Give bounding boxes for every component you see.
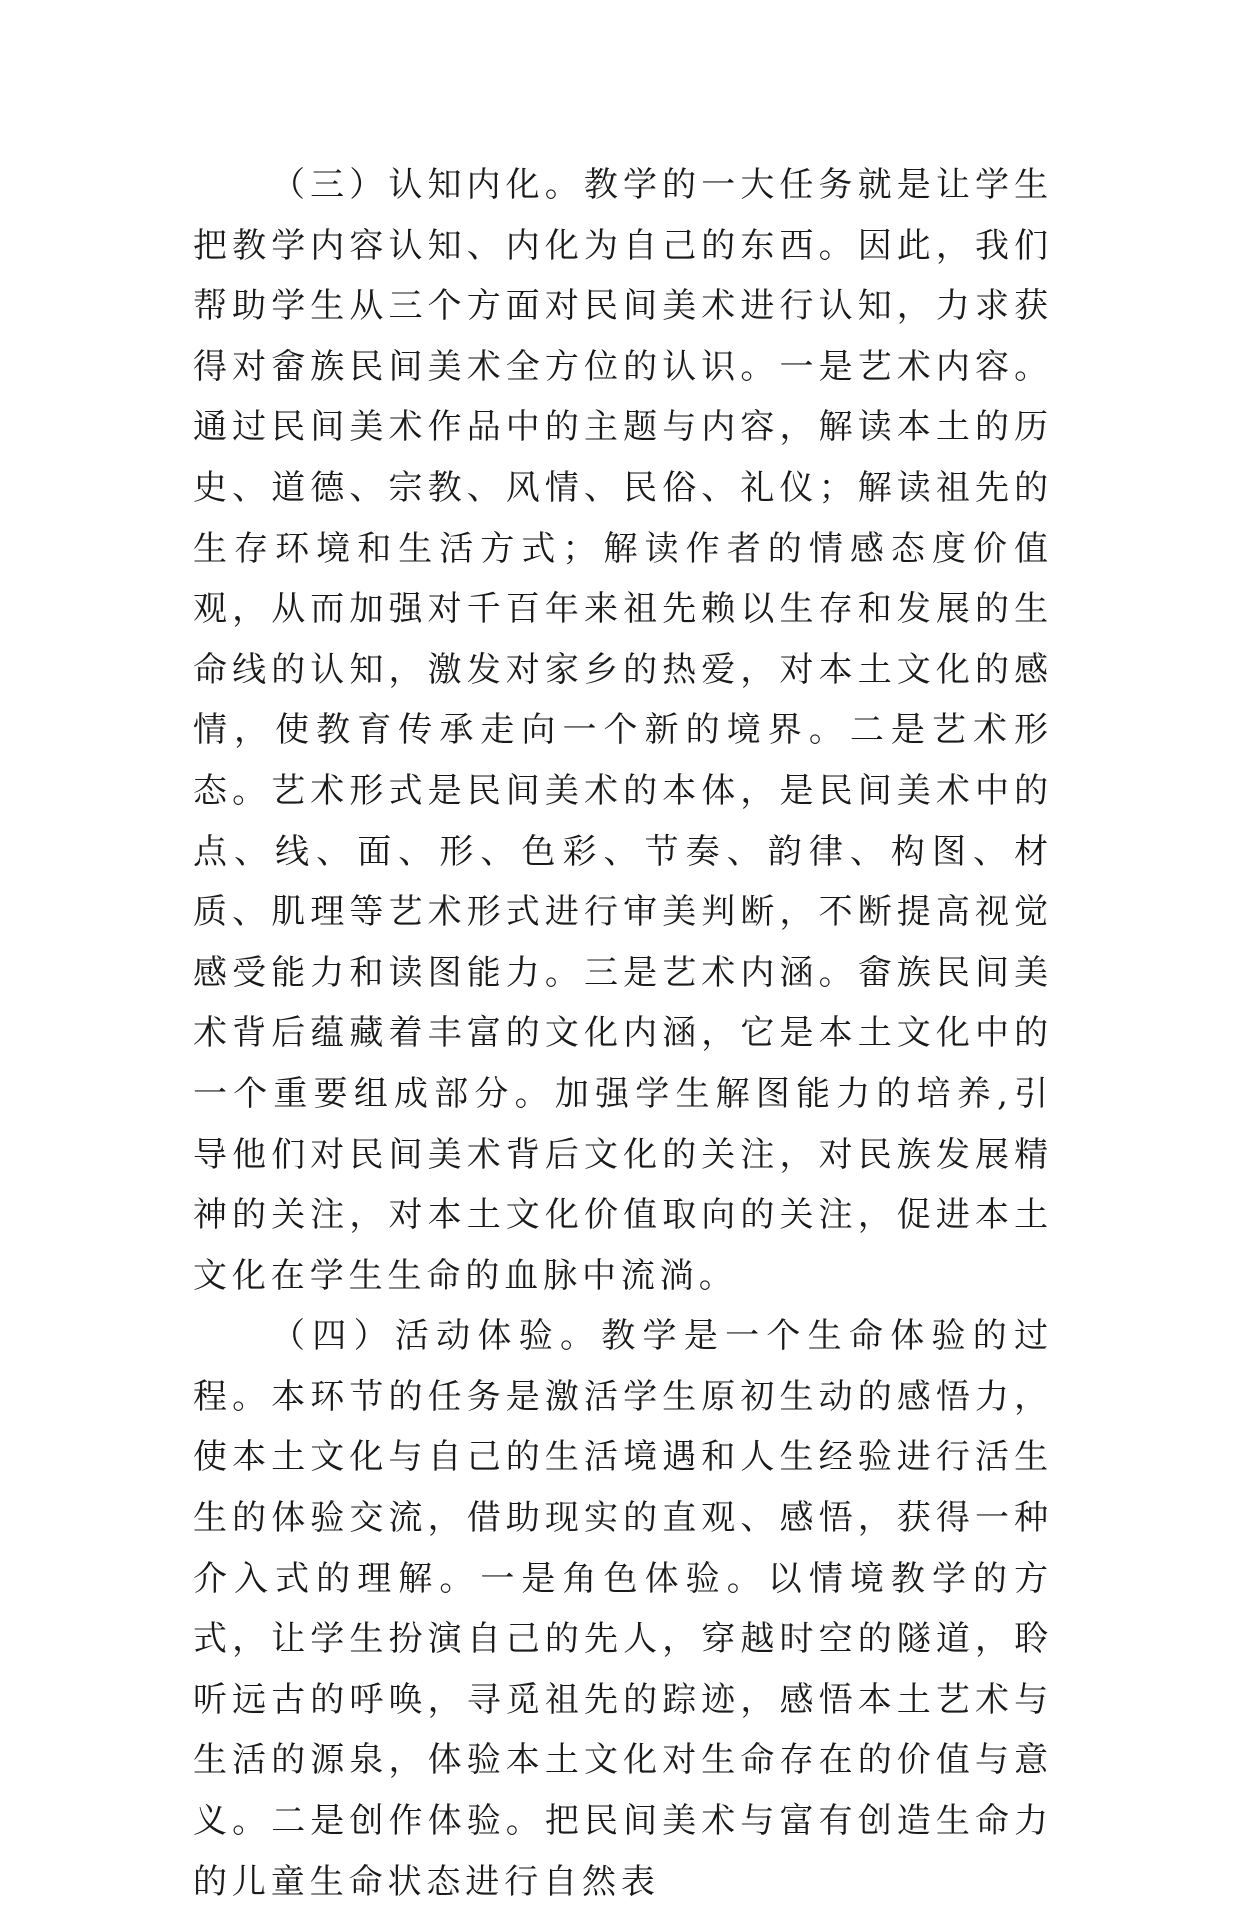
body-text <box>193 155 1053 1912</box>
paragraph-cognitive-internalization: （三）认知内化。教学的一大任务就是让学生把教学内容认知、内化为自己的东西。因此，我们帮助学生从三个方面对民间美术进行认知，力求获得对畲族民间美术全方位的认识。一是艺术内容。通过民间美术作品中的主题与内容，解读本土的历史、道德、宗教、风情、民俗、礼仪；解读祖先的生存环境和生活方式；解读作者的情感态度价值观，从而加强对千百年来祖先赖以生存和发展的生命线的认知，激发对家乡的热爱，对本土文化的感情，使教育传承走向一个新的境界。二是艺术形态。艺术形式是民间美术的本体，是民间美术中的点、线、面、形、色彩、节奏、韵律、构图、材质、肌理等艺术形式进行审美判断，不断提高视觉感受能力和读图能力。三是艺术内涵。畲族民间美术背后蕴藏着丰富的文化内涵，它是本土文化中的一个重要组成部分。加强学生解图能力的培养,引导他们对民间美术背后文化的关注，对民族发展精神的关注，对本土文化价值取向的关注，促进本土文化在学生生命的血脉中流淌。 <box>193 165 1053 1296</box>
paragraph-activity-experience: （四）活动体验。教学是一个生命体验的过程。本环节的任务是激活学生原初生动的感悟力，使本土文化与自己的生活境遇和人生经验进行活生生的体验交流，借助现实的直观、感悟，获得一种介入式的理解。一是角色体验。以情境教学的方式，让学生扮演自己的先人，穿越时空的隧道，聆听远古的呼唤，寻觅祖先的踪迹，感悟本土艺术与生活的源泉，体验本土文化对生命存在的价值与意义。二是创作体验。把民间美术与富有创造生命力的儿童生命状态进行自然表 <box>193 1316 1053 1902</box>
